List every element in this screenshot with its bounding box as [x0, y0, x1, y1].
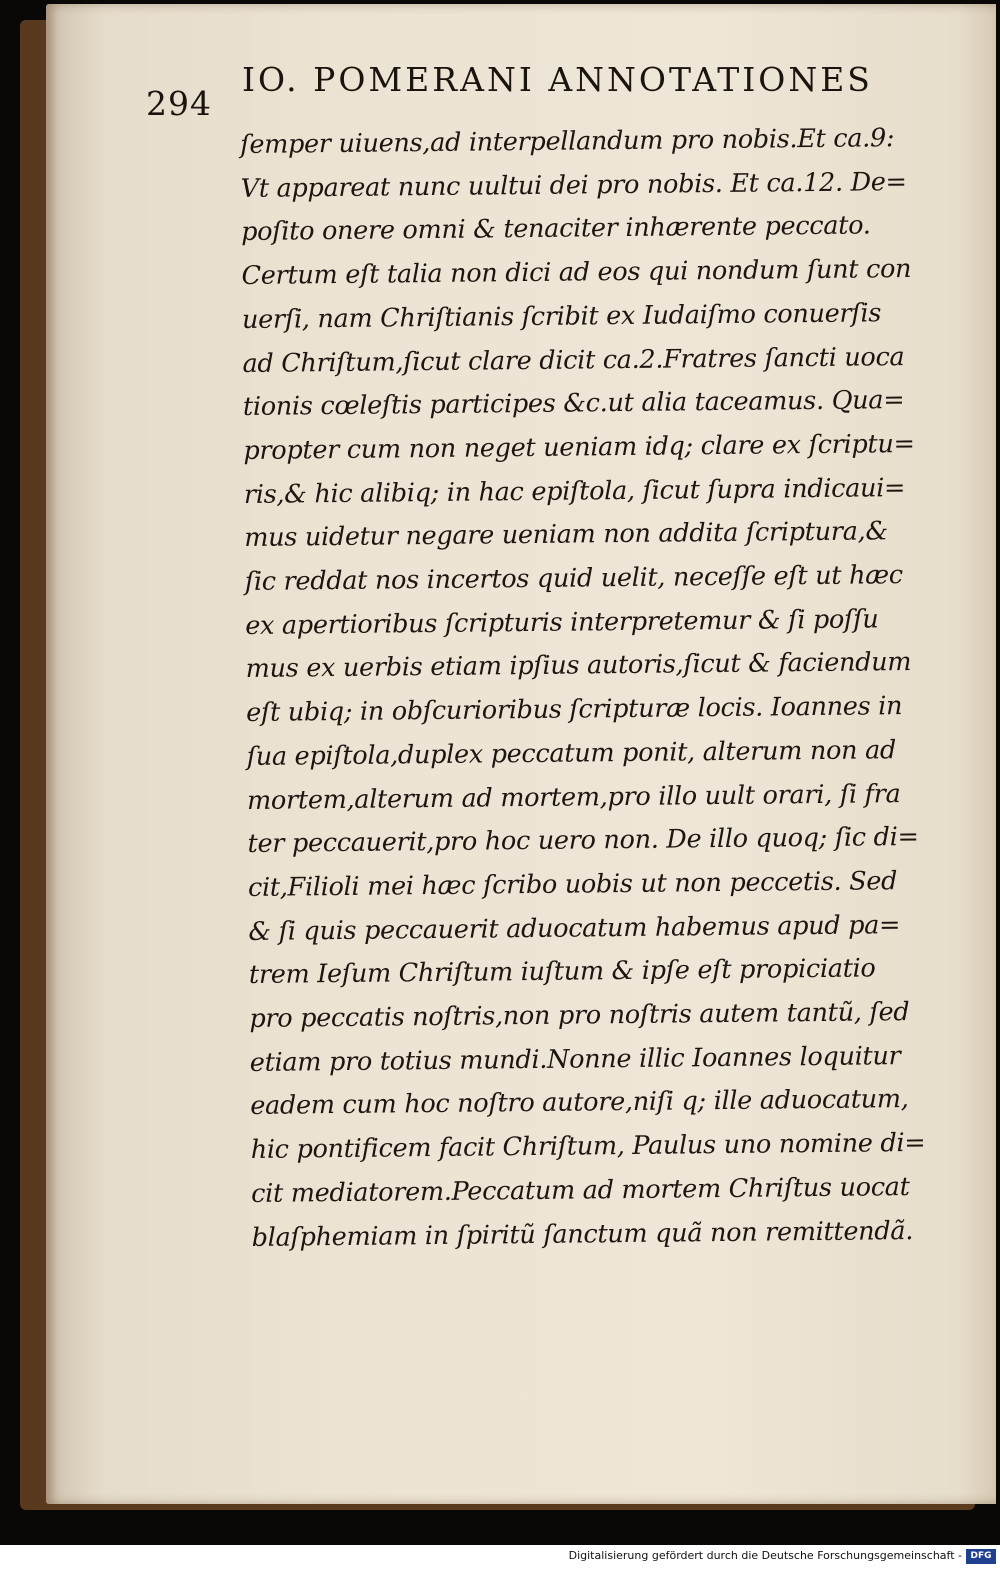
- text-line: hic pontificem facit Chriſtum, Paulus uno nomine di=: [250, 1128, 926, 1166]
- text-line: mus ex uerbis etiam ipſius autoris,ſicut & faciendum: [245, 647, 912, 685]
- text-line: pro peccatis noſtris,non pro noſtris autem tantũ, ſed: [249, 997, 910, 1035]
- text-line: ex apertioribus ſcripturis interpretemur & ſi poſſu: [245, 604, 879, 641]
- text-line: cit mediatorem.Peccatum ad mortem Chriſtus uocat: [251, 1171, 910, 1209]
- text-line: ris,& hic alibiq; in hac epiſtola, ſicut ſupra indicaui=: [243, 472, 906, 510]
- text-line: mus uidetur negare ueniam non addita ſcriptura,&: [244, 516, 888, 554]
- text-line: eadem cum hoc noſtro autore,niſi q; ille aduocatum,: [250, 1084, 909, 1122]
- running-head: IO. POMERANI ANNOTATIONES: [242, 60, 873, 99]
- text-line: blaſphemiam in ſpiritũ ſanctum quã non remittendã.: [251, 1215, 914, 1253]
- text-line: Vt appareat nunc uultui dei pro nobis. Et ca.12. De=: [240, 166, 907, 204]
- text-line: & ſi quis peccauerit aduocatum habemus apud pa=: [248, 909, 901, 947]
- text-line: ad Chriſtum,ſicut clare dicit ca.2.Fratres ſancti uoca: [242, 341, 905, 379]
- text-line: ter peccauerit,pro hoc uero non. De illo quoq; ſic di=: [247, 822, 919, 860]
- text-line: poſito onere omni & tenaciter inhærente peccato.: [240, 210, 871, 248]
- text-line: trem Ieſum Chriſtum iuſtum & ipſe eſt propiciatio: [248, 953, 876, 991]
- text-line: mortem,alterum ad mortem,pro illo uult orari, ſi fra: [246, 778, 901, 816]
- body-text: [240, 117, 957, 1261]
- text-line: ſemper uiuens,ad interpellandum pro nobis.Et ca.9:: [240, 123, 895, 160]
- text-line: Certum eſt talia non dici ad eos qui nondum ſunt con: [241, 254, 912, 292]
- text-line: ſua epiſtola,duplex peccatum ponit, alterum non ad: [246, 735, 897, 772]
- text-line: ſic reddat nos incertos quid uelit, neceſſe eſt ut hæc: [244, 560, 903, 598]
- page-number: 294: [146, 84, 212, 123]
- text-line: eſt ubiq; in obſcurioribus ſcripturæ locis. Ioannes in: [246, 691, 903, 729]
- text-line: cit,Filioli mei hæc ſcribo uobis ut non peccetis. Sed: [247, 866, 898, 903]
- footer-credit: Digitalisierung gefördert durch die Deutsche Forschungsgemeinschaft -: [568, 1549, 962, 1562]
- text-line: propter cum non neget ueniam idq; clare ex ſcriptu=: [243, 428, 915, 466]
- dfg-logo: DFG: [966, 1549, 996, 1564]
- text-line: uerſi, nam Chriſtianis ſcribit ex Iudaiſmo conuerſis: [241, 298, 882, 335]
- text-line: tionis cœleſtis participes &c.ut alia taceamus. Qua=: [242, 385, 905, 423]
- text-line: etiam pro totius mundi.Nonne illic Ioannes loquitur: [249, 1040, 901, 1078]
